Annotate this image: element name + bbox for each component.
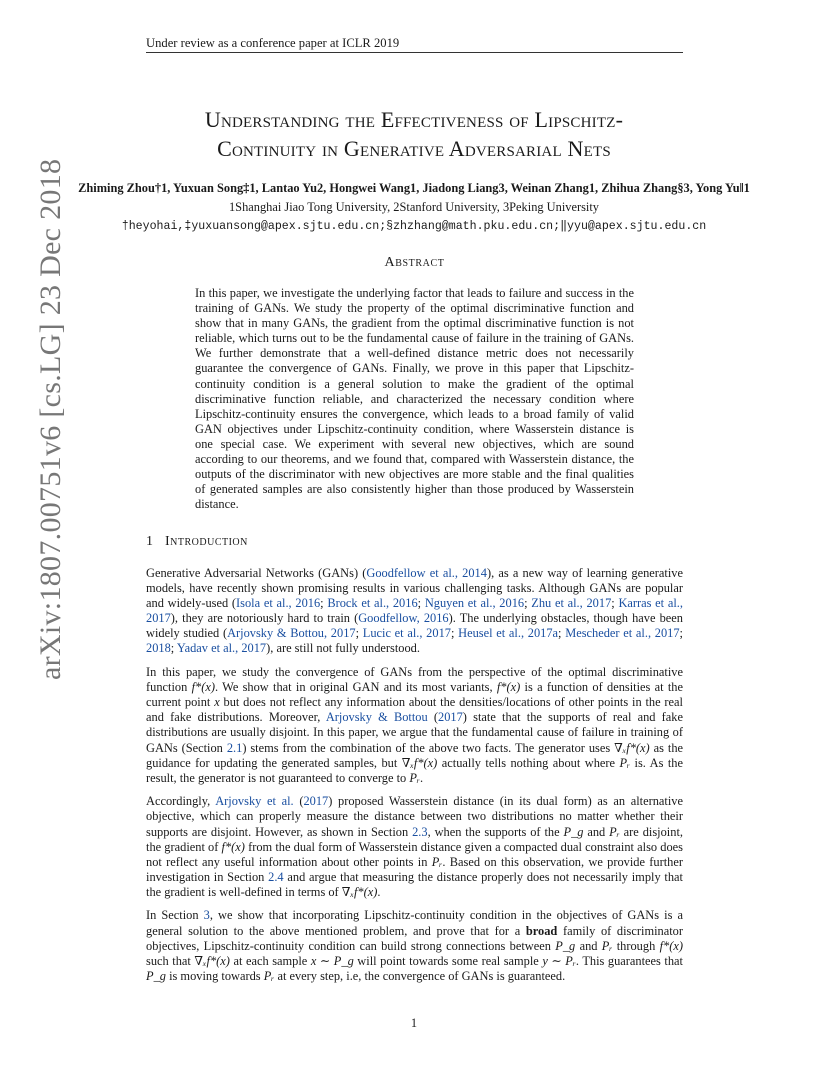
authors: Zhiming Zhou†1, Yuxuan Song‡1, Lantao Yu2, Hongwei Wang1, Jiadong Liang3, Weinan Zhang1, Zhihua Zhang§3, Yong Yu‖1 xyxy=(78,181,750,195)
page-number: 1 xyxy=(410,1016,418,1030)
text: will point towards some real sample xyxy=(353,953,543,968)
math: Pᵣ xyxy=(431,854,443,869)
paragraph-3: Accordingly, Arjovsky et al. (2017) proposed Wasserstein distance (in its dual form) as an alternative objective, which can properly measure the distance between two distributions no matter whether their supports are disjoint. However, as shown in Section 2.3, when the supports of the P_g and Pᵣ are disjoint, the gradient of f*(x) from the dual form of Wasserstein distance given a compacted dual constraint also does not reflect any useful information about other points in Pᵣ. Based on this observation, we provide further investigation in Section 2.4 and argue that measuring the distance properly does not necessarily imply that the gradient is well-defined in terms of ∇ₓf*(x). xyxy=(146,794,684,899)
text: at every step, i.e, the convergence of GANs is guaranteed. xyxy=(274,968,566,983)
paragraph-4 xyxy=(146,908,683,983)
text: In this paper, we study the convergence of GANs from the perspective of the optimal discriminative function xyxy=(146,665,683,695)
math: x xyxy=(214,695,220,710)
math: f*(x) xyxy=(496,680,521,695)
math: Pᵣ xyxy=(409,770,420,785)
text: but does not reflect any information about the densities/locations of other points in the real and fake distributions. Moreover, xyxy=(146,695,683,725)
text: and xyxy=(575,938,602,953)
abstract-text: In this paper, we investigate the underlying factor that leads to failure and success in the training of GANs. We study the property of the optimal discriminative function and show that in many GANs, the gradient from the optimal discriminative function is not reliable, which turns out to be the fundamental cause of failure in the training of GANs. We further demonstrate that a well-defined distance metric does not necessarily guarantee the convergence of GANs. Finally, we prove in this paper that Lipschitz-continuity condition is a general solution to make the gradient of the optimal discriminative function reliable, and characterized the necessary condition where Lipschitz-continuity ensures the convergence, which leads to a broad family of valid GAN objectives under Lipschitz-continuity condition, where Wasserstein distance is one special case. We experiment with several new objectives, which are sound according to our theorems, and we found that, compared with Wasserstein distance, the outputs of the discriminator with new objectives are more stable and the final qualities of generated samples are also consistently higher than those produced by Wasserstein distance. xyxy=(195,286,634,512)
math: ∇ₓf*(x) xyxy=(401,755,438,770)
citation-link[interactable]: Arjovsky & Bottou, 2017 xyxy=(227,626,356,641)
paragraph-1: Generative Adversarial Networks (GANs) (Goodfellow et al., 2014), as a new way of learning generative models, have recently shown promising results in various challenging tasks. Although GANs are popular and widely-used (Isola et al., 2016; Brock et al., 2016; Nguyen et al., 2016; Zhu et al., 2017; Karras et al., 2017), they are notoriously hard to train (Goodfellow, 2016). The underlying obstacles, though have been widely studied (Arjovsky & Bottou, 2017; Lucic et al., 2017; Heusel et al., 2017a; Mescheder et al., 2017; 2018; Yadav et al., 2017), are still not fully understood. xyxy=(146,566,684,656)
text: ), are still not fully understood. xyxy=(266,641,420,656)
running-header: Under review as a conference paper at ICLR 2019 xyxy=(146,36,400,50)
citation-link[interactable]: Mescheder et al., 2017 xyxy=(565,626,680,641)
math: ∇ₓf*(x) xyxy=(341,884,378,899)
text: ). The underlying obstacles, though have been widely studied ( xyxy=(146,611,683,641)
citation-link[interactable]: Zhu et al., 2017 xyxy=(531,596,612,611)
author-emails: †heyohai,‡yuxuansong@apex.sjtu.edu.cn;§zhzhang@math.pku.edu.cn;‖yyu@apex.sjtu.edu.cn xyxy=(121,220,707,233)
text: and argue that measuring the distance properly does not necessarily imply that the gradient is well-defined in terms of xyxy=(146,869,684,899)
text: In Section xyxy=(146,908,204,923)
text: through xyxy=(612,938,660,953)
text: as the guidance for updating the generated samples, but xyxy=(146,740,684,770)
citation-link[interactable]: Arjovsky & Bottou xyxy=(325,710,428,725)
text: ) stems from the combination of the above two facts. The generator uses xyxy=(242,740,615,755)
text: is. As the result, the generator is not guaranteed to converge to xyxy=(146,755,683,785)
text: , we show that incorporating Lipschitz-continuity condition in the objectives of GANs is a general solution to the above mentioned problem, and prove that for a xyxy=(146,908,683,938)
citation-link[interactable]: Nguyen et al., 2016 xyxy=(424,596,525,611)
section-link[interactable]: 2.4 xyxy=(268,869,284,884)
paper-title xyxy=(100,105,728,163)
section-link[interactable]: 3 xyxy=(203,908,210,923)
title-line-1: Understanding the Effectiveness of Lipschitz- xyxy=(204,107,624,132)
text: are disjoint, the gradient of xyxy=(146,824,683,854)
math: y ∼ Pᵣ xyxy=(542,953,576,968)
section-title: Introduction xyxy=(165,534,248,549)
math: P_g xyxy=(146,968,166,983)
math: Pᵣ xyxy=(263,968,275,983)
citation-link[interactable]: 2018 xyxy=(146,641,171,656)
math: x ∼ P_g xyxy=(310,953,354,968)
text: at each sample xyxy=(229,953,311,968)
text: ), they are notoriously hard to train ( xyxy=(170,611,359,626)
math: ∇ₓf*(x) xyxy=(614,740,650,755)
citation-link[interactable]: 2017 xyxy=(303,794,329,809)
text: Generative Adversarial Networks (GANs) ( xyxy=(146,566,367,580)
math: Pᵣ xyxy=(609,824,620,839)
affiliations: 1Shanghai Jiao Tong University, 2Stanford University, 3Peking University xyxy=(228,200,599,214)
text: , when the supports of the xyxy=(427,824,564,839)
text: Accordingly, xyxy=(146,794,216,809)
citation-link[interactable]: Arjovsky et al. xyxy=(215,794,294,809)
math: f*(x) xyxy=(221,839,245,854)
section-number: 1 xyxy=(146,534,153,549)
math: P_g xyxy=(563,824,584,839)
section-link[interactable]: 2.3 xyxy=(412,824,428,839)
text: is a function of densities at the current point xyxy=(146,680,683,710)
header-rule xyxy=(146,52,683,53)
title-line-2: Continuity in Generative Adversarial Nets xyxy=(217,136,611,161)
abstract-heading: Abstract xyxy=(384,255,445,270)
text: . xyxy=(377,884,381,899)
text: is moving towards xyxy=(165,968,264,983)
paragraph-2: In this paper, we study the convergence of GANs from the perspective of the optimal discriminative function f*(x). We show that in original GAN and its most variants, f*(x) is a function of densities at the current point x but does not reflect any information about the densities/locations of other points in the real and fake distributions. Moreover, Arjovsky & Bottou (2017) state that the supports of real and fake distributions are usually disjoint. In this paper, we argue that the fundamental cause of failure in training of GANs (Section 2.1) stems from the combination of the above two facts. The generator uses ∇ₓf*(x) as the guidance for updating the generated samples, but ∇ₓf*(x) actually tells nothing about where Pᵣ is. As the result, the generator is not guaranteed to converge to Pᵣ. xyxy=(146,665,684,785)
text: and xyxy=(583,824,610,839)
citation-link[interactable]: Goodfellow et al., 2014 xyxy=(366,566,487,580)
emphasis: broad xyxy=(525,923,558,938)
text: . This guarantees that xyxy=(575,953,683,968)
citation-link[interactable]: Goodfellow, 2016 xyxy=(358,611,449,626)
citation-link[interactable]: Karras et al., 2017 xyxy=(146,596,683,626)
citation-link[interactable]: Yadav et al., 2017 xyxy=(176,641,267,656)
text: family of discriminator objectives, Lipschitz-continuity condition can build strong connections between xyxy=(146,923,683,953)
introduction-body xyxy=(146,566,683,992)
math: P_g xyxy=(555,938,576,953)
math: f*(x) xyxy=(191,680,215,695)
section-link[interactable]: 2.1 xyxy=(226,740,243,755)
arxiv-stamp: arXiv:1807.00751v6 [cs.LG] 23 Dec 2018 xyxy=(34,158,67,680)
citation-link[interactable]: Lucic et al., 2017 xyxy=(362,626,451,641)
text: ), as a new way of learning generative models, have recently shown promising results in various challenging tasks. Although GANs are popular and widely-used ( xyxy=(146,566,684,611)
citation-link[interactable]: Brock et al., 2016 xyxy=(327,596,418,611)
text: . Based on this observation, we provide further investigation in Section xyxy=(146,854,683,884)
citation-link[interactable]: Isola et al., 2016 xyxy=(236,596,321,611)
text: state that the supports of real and fake distributions are usually disjoint. In this paper, we argue that the fundamental cause of failure in training of GANs (Section xyxy=(146,710,683,755)
text: actually tells nothing about where xyxy=(437,755,620,770)
text: . We show that in original GAN and its most variants, xyxy=(214,680,497,695)
text: such that xyxy=(146,953,195,968)
citation-link[interactable]: Heusel et al., 2017a xyxy=(458,626,559,641)
math: f*(x) xyxy=(659,938,683,953)
math: ∇ₓf*(x) xyxy=(194,953,230,968)
citation-link[interactable]: 2017 xyxy=(438,710,463,725)
section-heading xyxy=(146,534,248,550)
math: Pᵣ xyxy=(601,938,613,953)
math: Pᵣ xyxy=(619,755,631,770)
text: from the dual form of Wasserstein distance given a compacted dual constraint also does not reflect any useful information about other points in xyxy=(146,839,683,869)
text: . xyxy=(419,770,424,785)
text: proposed Wasserstein distance (in its dual form) as an alternative objective, which can properly measure the distance between two distributions no matter whether their supports are disjoint. However, as shown in Section xyxy=(146,794,683,839)
